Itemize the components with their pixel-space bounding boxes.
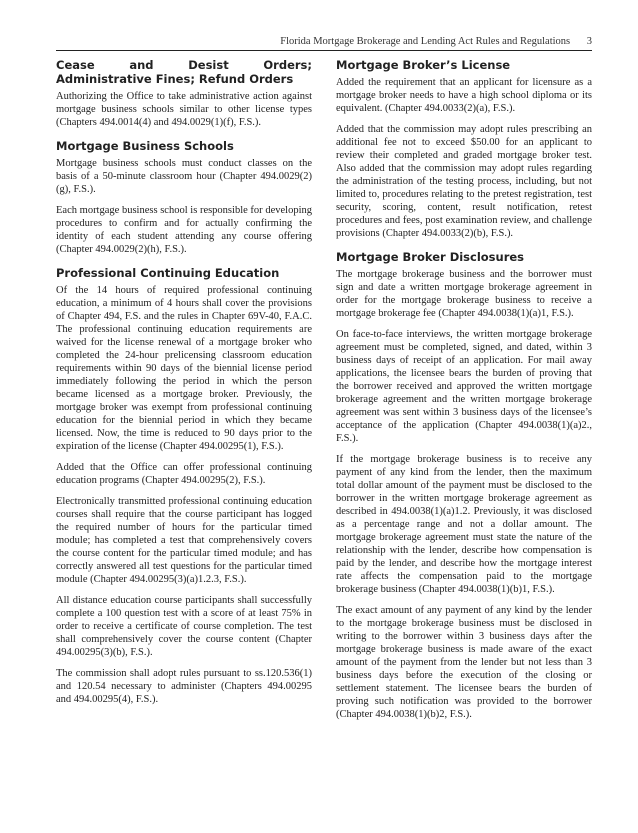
paragraph: Of the 14 hours of required professional continuing education, a minimum of 4 hours shall cover the provisions of Chapter 494, F.S. and the rules in Chapter 69V-40, F.A.C. The professional continuing education requirements are waived for the license renewal of a mortgage broker who completed the 24-hour prelicensing classroom education requirements within 90 days of the biennial license period immediately following the period in which the person became licensed as a mortgage broker. Previously, the mortgage broker was exempt from professional continuing education for the biennial period in which they became licensed. Now, the time is reduced to 90 days prior to the expiration of the license (Chapter 494.00295(1), F.S.). xyxy=(56,285,312,452)
running-header xyxy=(56,36,592,50)
section-heading: Professional Continuing Education xyxy=(56,266,280,280)
paragraph: Each mortgage business school is responsible for developing procedures to confirm and for actually confirming the identity of each student attending any course offering (Chapter 494.0029(2)(h), F.S.). xyxy=(56,205,312,255)
section-heading: Mortgage Broker Disclosures xyxy=(336,250,525,264)
left-column xyxy=(56,58,312,716)
paragraph: Electronically transmitted professional continuing education courses shall require that the course participant has logged the required number of hours for the particular timed module; has completed a test that comprehensively covers the course content for the particular timed module; and has correctly answered all test questions for the particular timed module (Chapter 494.00295(3)(a)1.2.3, F.S.). xyxy=(56,496,312,585)
section-heading: Mortgage Broker’s License xyxy=(336,58,511,72)
paragraph: Added that the Office can offer professional continuing education programs (Chapter 494.00295(2), F.S.). xyxy=(56,462,312,486)
paragraph: The exact amount of any payment of any kind by the lender to the mortgage brokerage business must be disclosed in writing to the borrower within 3 business days after the mortgage brokerage business is made aware of the exact amount of the payment from the lender but not less than 3 business days before the execution of the closing or settlement statement. The licensee bears the burden of proving such notification was provided to the borrower (Chapter 494.0038(1)(b)2, F.S.). xyxy=(336,605,592,720)
paragraph: If the mortgage brokerage business is to receive any payment of any kind from the lender, then the maximum total dollar amount of the payment must be disclosed to the borrower in the written mortgage brokerage agreement as described in 494.0038(1)(a)1.2. Previously, it was disclosed as a percentage range and not a dollar amount. The mortgage brokerage agreement must state the nature of the relationship with the lender, describe how compensation is paid by the lender, and describe how the mortgage interest rate affects the compensation paid to the mortgage brokerage business (Chapter 494.0038(1)(b)1, F.S.). xyxy=(336,454,592,595)
paragraph: The mortgage brokerage business and the borrower must sign and date a written mortgage brokerage agreement in order for the mortgage brokerage business to receive a mortgage brokerage fee (Chapter 494.0038(1)(a)1, F.S.). xyxy=(336,269,592,319)
paragraph: Added that the commission may adopt rules prescribing an additional fee not to exceed $50.00 for an applicant to review their completed and graded mortgage broker test. Also added that the commission may adopt rules regarding the administration of the testing process, including, but not limited to, procedures relating to the pretest registration, test security, scoring, content, result notification, retest procedures and fees, post examination review, and challenge provisions (Chapter 494.0033(2)(b), F.S.). xyxy=(336,124,592,239)
header-divider xyxy=(56,50,592,51)
paragraph: Mortgage business schools must conduct classes on the basis of a 50-minute classroom hour (Chapter 494.0029(2)(g), F.S.). xyxy=(56,158,312,195)
paragraph: All distance education course participants shall successfully complete a 100 question test with a score of at least 75% in order to receive a certificate of course completion. The test shall comprehensively cover the course content (Chapter 494.00295(3)(b), F.S.). xyxy=(56,595,312,658)
paragraph: The commission shall adopt rules pursuant to ss.120.536(1) and 120.54 necessary to administer (Chapters 494.00295 and 494.00295(4), F.S.). xyxy=(56,668,312,705)
paragraph: Added the requirement that an applicant for licensure as a mortgage broker needs to have a high school diploma or its equivalent. (Chapter 494.0033(2)(a), F.S.). xyxy=(336,77,592,114)
section-professional-continuing-education xyxy=(56,266,312,706)
section-mortgage-brokers-license xyxy=(336,58,592,240)
paragraph: On face-to-face interviews, the written mortgage brokerage agreement must be completed, signed, and dated, within 3 business days of receipt of an application. For mail away applications, the licensee bears the burden of proving that the borrower received and approved the written mortgage brokerage agreement and the written mortgage brokerage agreement was sent within 3 business days of the licensee’s acceptance of the application (Chapter 494.0038(1)(a)2., F.S.). xyxy=(336,329,592,444)
section-mortgage-business-schools xyxy=(56,139,312,256)
page-number: 3 xyxy=(586,36,592,47)
right-column xyxy=(336,58,592,731)
section-mortgage-broker-disclosures xyxy=(336,250,592,721)
header-title: Florida Mortgage Brokerage and Lending Act Rules and Regulations xyxy=(280,36,571,47)
section-heading: Mortgage Business Schools xyxy=(56,139,234,153)
section-heading: Cease and Desist Orders; Administrative Fines; Refund Orders xyxy=(56,58,312,86)
paragraph: Authorizing the Office to take administrative action against mortgage business schools similar to other license types (Chapters 494.0014(4) and 494.0029(1)(f), F.S.). xyxy=(56,91,312,128)
section-cease-and-desist xyxy=(56,58,312,129)
